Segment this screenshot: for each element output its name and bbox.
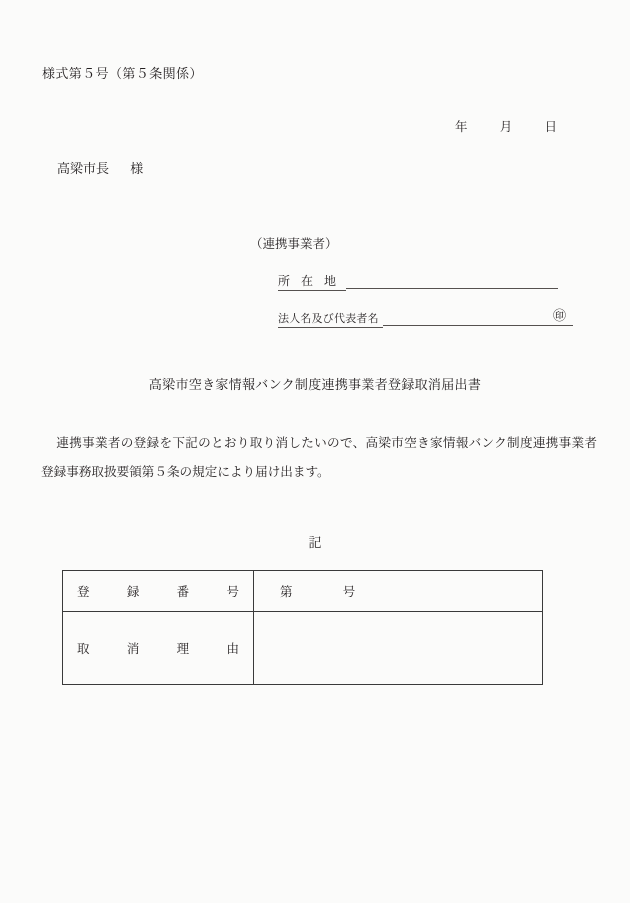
seal-icon: ㊞ <box>553 308 567 323</box>
table-row <box>63 571 543 612</box>
corporate-name-field-row <box>278 310 573 328</box>
table-row-label-registration-number: 登録番号 <box>63 571 254 612</box>
addressee-recipient: 高梁市長 <box>57 161 110 176</box>
date-line <box>455 117 557 135</box>
date-year-label: 年 <box>455 120 468 134</box>
address-field-row <box>278 272 558 291</box>
ki-marker: 記 <box>308 535 322 550</box>
body-paragraph-text: 連携事業者の登録を下記のとおり取り消したいので、高梁市空き家情報バンク制度連携事業者登録事務取扱要領第５条の規定により届け出ます。 <box>41 436 597 479</box>
date-day-label: 日 <box>544 120 558 134</box>
registration-number-prefix: 第 <box>280 585 293 599</box>
table-row <box>63 612 543 685</box>
page-title: 高梁市空き家情報バンク制度連携事業者登録取消届出書 <box>148 377 482 392</box>
date-month-label: 月 <box>499 120 513 134</box>
applicant-section-label: （連携事業者） <box>250 237 338 251</box>
addressee-honorific: 様 <box>130 161 144 176</box>
addressee-line <box>57 158 143 177</box>
corporate-name-field-label: 法人名及び代表者名 <box>278 310 383 328</box>
corporate-name-field-rule[interactable] <box>383 324 573 326</box>
registration-cancellation-table <box>62 570 543 685</box>
cancellation-reason-value <box>266 641 280 655</box>
table-row-label-cancellation-reason: 取消理由 <box>63 612 254 685</box>
address-field-rule[interactable] <box>346 287 558 289</box>
address-field-label: 所 在 地 <box>278 272 346 291</box>
table-cell-cancellation-reason[interactable] <box>254 612 543 685</box>
body-paragraph <box>41 429 597 487</box>
table-cell-registration-number[interactable] <box>254 571 543 612</box>
registration-number-suffix: 号 <box>342 585 356 599</box>
form-number: 様式第５号（第５条関係） <box>42 66 203 81</box>
